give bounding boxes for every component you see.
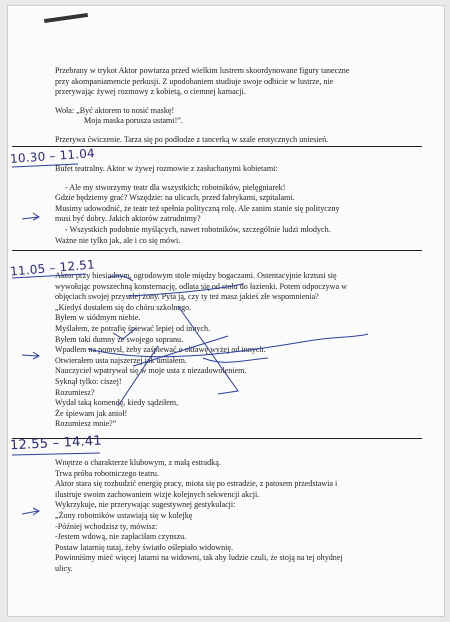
quote-line: Postaw latarnię tutaj, żeby światło oślepiało widownię. xyxy=(55,542,234,552)
document-page xyxy=(7,5,445,617)
quote-line: Myślałem, że potrafię śpiewać lepiej od innych. xyxy=(55,323,211,333)
quote-line: Rozumiesz? xyxy=(55,387,95,397)
quote-line: Rozumiesz mnie?” xyxy=(55,419,117,429)
timestamp-handwritten: 11.05 – 12.51 xyxy=(9,257,96,279)
quote-line: Byłem taki dumny ze swojego sopranu. xyxy=(55,334,184,344)
arrow-mark-1 xyxy=(22,213,39,220)
paragraph-line: objęciach swojej przyszłej żony. Pyta ją, czy ty też masz jakieś złe wspomnienia? xyxy=(55,292,319,302)
wola-line-1: Woła: „Być aktorem to nosić maskę! xyxy=(55,105,175,115)
pen-annotations xyxy=(8,6,444,616)
quote-line: „Żony robotników ustawiają się w kolejkę xyxy=(55,510,193,520)
quote-line: „Kiedyś dostałem się do chóru szkolnego. xyxy=(55,302,192,312)
quote-line: Że śpiewam jak anioł! xyxy=(55,408,128,418)
quote-line: Wpadłem na pomysł, żeby zaśpiewać o oktawę wyżej od innych. xyxy=(55,345,266,355)
paragraph-line: przerywając żywej rozmowy z kobietą, o ciemnej karnacji. xyxy=(55,87,246,97)
dialogue-line: Gdzie będziemy grać? Wszędzie: na ulicach, przed fabrykami, szpitalami. xyxy=(55,193,295,203)
dialogue-line: - Wszystkich podobnie myślących, nawet robotników, szczególnie ludzi młodych. xyxy=(65,224,331,234)
quote-line: Syknął tylko: ciszej! xyxy=(55,376,122,386)
underline-time-2 xyxy=(12,274,86,278)
quote-line: Nauczyciel wpatrywał się w moje usta z niezadowoleniem. xyxy=(55,366,247,376)
quote-line: -Później wchodzisz ty, mówisz: xyxy=(55,521,158,531)
arrow-mark-2 xyxy=(22,352,39,359)
pen-diagonal xyxy=(178,306,238,394)
underline-time-3 xyxy=(12,453,100,455)
quote-line: Wydał taką komendę, kiedy sądziłem, xyxy=(55,398,179,408)
quote-line: Byłem w siódmym niebie. xyxy=(55,313,141,323)
arrow-mark-3 xyxy=(22,508,39,515)
dialogue-line: Ważne nie tylko jak, ale i co się mówi. xyxy=(55,235,181,245)
quote-line: Otwierałem usta najszerzej jak umiałem. xyxy=(55,355,187,365)
dialogue-line: - Ale my stworzymy teatr dla wszystkich; robotników, pielęgniarek! xyxy=(65,182,286,192)
paragraph-line: ilustruje swoim zachowaniem wizje kolejnych sekwencji akcji. xyxy=(55,489,260,499)
paragraph-line: Wykrzykuje, nie przerywając sugestywnej gestykulacji: xyxy=(55,500,236,510)
wola-line-2: Moja maska porusza ustami!”. xyxy=(84,116,183,126)
quote-line: -Jestem wdową, nie zapłaciłam czynszu. xyxy=(55,532,187,542)
dialogue-line: musi być dobry. Jakich aktorów zatrudnimy? xyxy=(55,214,201,224)
quote-line: Powinniśmy mieć więcej latarni na widowni, tak aby ludzie czuli, że stoją na tej ohydnej xyxy=(55,553,343,563)
dialogue-line: Musimy udowodnić, że teatr też spełnia polityczną rolę. Ale zanim stanie się polityczny xyxy=(55,203,340,213)
timestamp-handwritten: 12.55 – 14.41 xyxy=(9,433,103,454)
paragraph-line: przy akompaniamencie perkusji. Z upodobaniem studiuje swoje odbicie w lustrze, nie xyxy=(55,76,334,86)
pen-curve xyxy=(88,334,368,357)
timestamp-handwritten: 10.30 – 11.04 xyxy=(9,146,96,166)
paragraph-line: Aktor stara się rozbudzić energię pracy, miota się po estradzie, z patosem przedstawia i xyxy=(55,479,338,489)
pen-scribble xyxy=(108,276,133,281)
quote-line: ulicy. xyxy=(55,563,73,573)
paragraph-line: Trwa próba robotniczego teatru. xyxy=(55,468,159,478)
paragraph-line: Przebrany w trykot Aktor powtarza przed wielkim lustrem skoordynowane figury taneczne xyxy=(55,66,350,75)
pen-tick xyxy=(113,328,136,339)
scene-title: Bufet teatralny. Aktor w żywej rozmowie z zasłuchanymi kobietami: xyxy=(55,164,278,173)
pen-scribble xyxy=(128,284,243,296)
pen-curve xyxy=(203,358,268,362)
underline-time-1 xyxy=(12,164,78,167)
przerwa-line: Przerywa ćwiczenie. Tarza się po podłodze z tancerką w szale erotycznych uniesień. xyxy=(55,134,329,144)
paragraph-line: Aktor przy biesiadnym, ogrodowym stole między bogaczami. Ostentacyjnie krztusi się xyxy=(55,271,337,280)
paragraph-line: Wnętrze o charakterze klubowym, z małą estradką. xyxy=(55,458,221,467)
paragraph-line: wywołując powszechną konsternację, odlata się od stołu do łazienki. Potem odpoczywa w xyxy=(55,281,347,291)
